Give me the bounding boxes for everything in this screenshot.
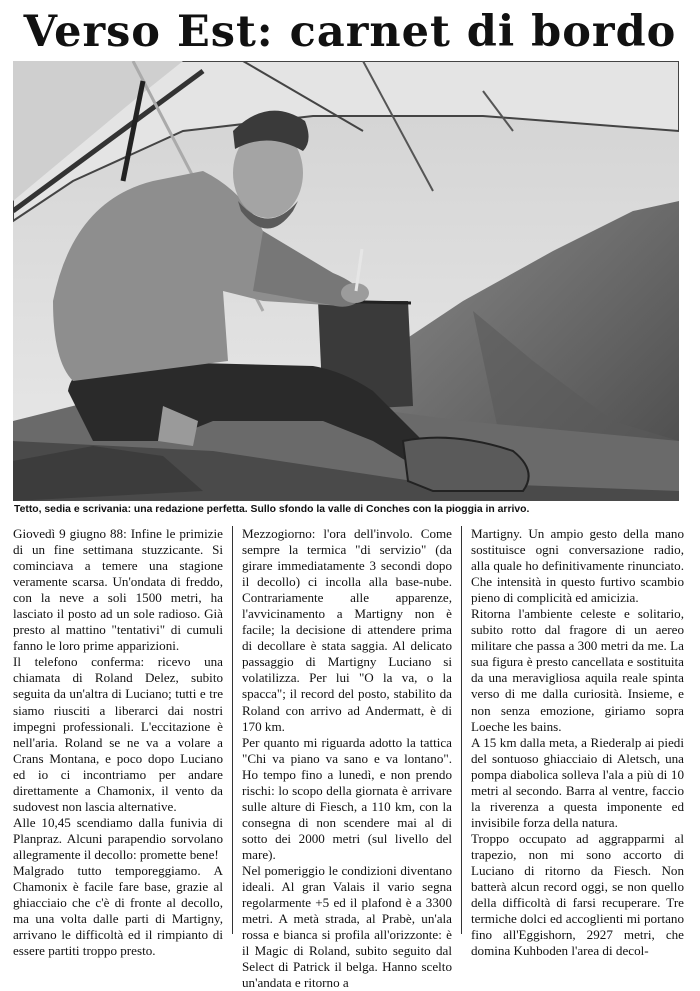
column-divider — [461, 526, 462, 934]
paragraph: Malgrado tutto temporeggiamo. A Chamonix è facile fare base, grazie al ghiacciaio che c'è di fronte al decollo, ma una volta dalle parti di Martigny, arrivano le difficoltà ed il rimpianto di essere partiti troppo presto. — [13, 862, 223, 959]
photo-illustration — [13, 61, 679, 501]
paragraph: Martigny. Un ampio gesto della mano sostituisce ogni conversazione radio, alla quale ho definitivamente rinunciato. Che intensità in questo furtivo scambio pieno di complicità ed amicizia. — [471, 526, 684, 606]
paragraph: Giovedì 9 giugno 88: Infine le primizie di un fine settimana stuzzicante. Si cominciava a temere una stagione veramente scarsa. Un'ondata di freddo, con la neve a soli 1500 metri, ha lasciato il posto ad un sole radioso. Già presto al mattino "tentativi" di cumuli fanno le loro prime apparizioni. — [13, 526, 223, 654]
paragraph: Troppo occupato ad aggrapparmi al trapezio, non mi sono accorto di Luciano di ritorno da Fiesch. Non batterà alcun record oggi, se non quello della difficoltà di farsi recuperare. Tre termiche dolci ed accoglienti mi portano fino all'Eggishorn, 2927 metri, che domina Kuhboden l'area di decol- — [471, 830, 684, 959]
paragraph: Ritorna l'ambiente celeste e solitario, subito rotto dal fragore di un aereo militare che passa a 300 metri da me. La sua figura è presto cancellata e sostituita da una meravigliosa aquila reale spinta verso di me dalla curiosità. Insieme, e non senza emozione, giriamo sopra Loeche les bains. — [471, 606, 684, 734]
paragraph: Per quanto mi riguarda adotto la tattica "Chi va piano va sano e va lontano". Ho tempo fino a lunedì, e non prendo rischi: lo scopo della giornata è arrivare sulle alture di Fiesch, a 110 km, con la consegna di non scendere mai al di sotto dei 2000 metri (sul livello del mare). — [242, 734, 452, 862]
paragraph: Nel pomeriggio le condizioni diventano ideali. Al gran Valais il vario segna regolarmente +5 ed il plafond è a 3300 metri. A metà strada, al Prabè, un'ala rossa e bianca si profila all'orizzonte: è il Magic di Roland, subito seguito dal Select di Patrick il belga. Hanno scelto un'andata e ritorno a — [242, 862, 452, 991]
paragraph: Il telefono conferma: ricevo una chiamata di Roland Delez, subito seguita da un'altra di Luciano; tutti e tre siamo riusciti a liberarci dai nostri impegni professionali. L'eccitazione è nell'aria. Roland se ne va a volare a Crans Montana, e poco dopo Luciano ed io ci incontriamo per andare direttamente a Chamonix, il vento da sudovest non lascia alternative. — [13, 654, 223, 814]
column-divider — [232, 526, 233, 934]
column-3 — [471, 526, 684, 959]
paragraph: Mezzogiorno: l'ora dell'involo. Come sempre la termica "di servizio" (da girare immediatamente 3 secondi dopo il decollo) ci incolla alla base-nube. Contrariamente alle apparenze, l'avvicinamento a Martigny non è facile; la decisione di attendere prima di decollare è stata saggia. Al delicato passaggio di Martigny Luciano si volatilizza. Per lui "O la va, o la spacca"; il record del posto, stabilito da Roland con arrivo ad Andermatt, è di 170 km. — [242, 526, 452, 734]
column-2 — [242, 526, 452, 991]
photo-caption: Tetto, sedia e scrivania: una redazione perfetta. Sullo sfondo la valle di Conches con la pioggia in arrivo. — [14, 504, 530, 515]
column-1 — [13, 526, 223, 959]
article-photo — [13, 61, 679, 501]
paragraph: A 15 km dalla meta, a Riederalp ai piedi del sontuoso ghiacciaio di Aletsch, una pompa diabolica solleva l'ala a più di 10 metri al secondo. Barra al ventre, faccio la riverenza a questa imponente ed invisibile forza della natura. — [471, 734, 684, 830]
article-title: Verso Est: carnet di bordo — [23, 7, 677, 57]
paragraph: Alle 10,45 scendiamo dalla funivia di Planpraz. Alcuni parapendio sorvolano allegramente il decollo: promette bene! — [13, 814, 223, 862]
